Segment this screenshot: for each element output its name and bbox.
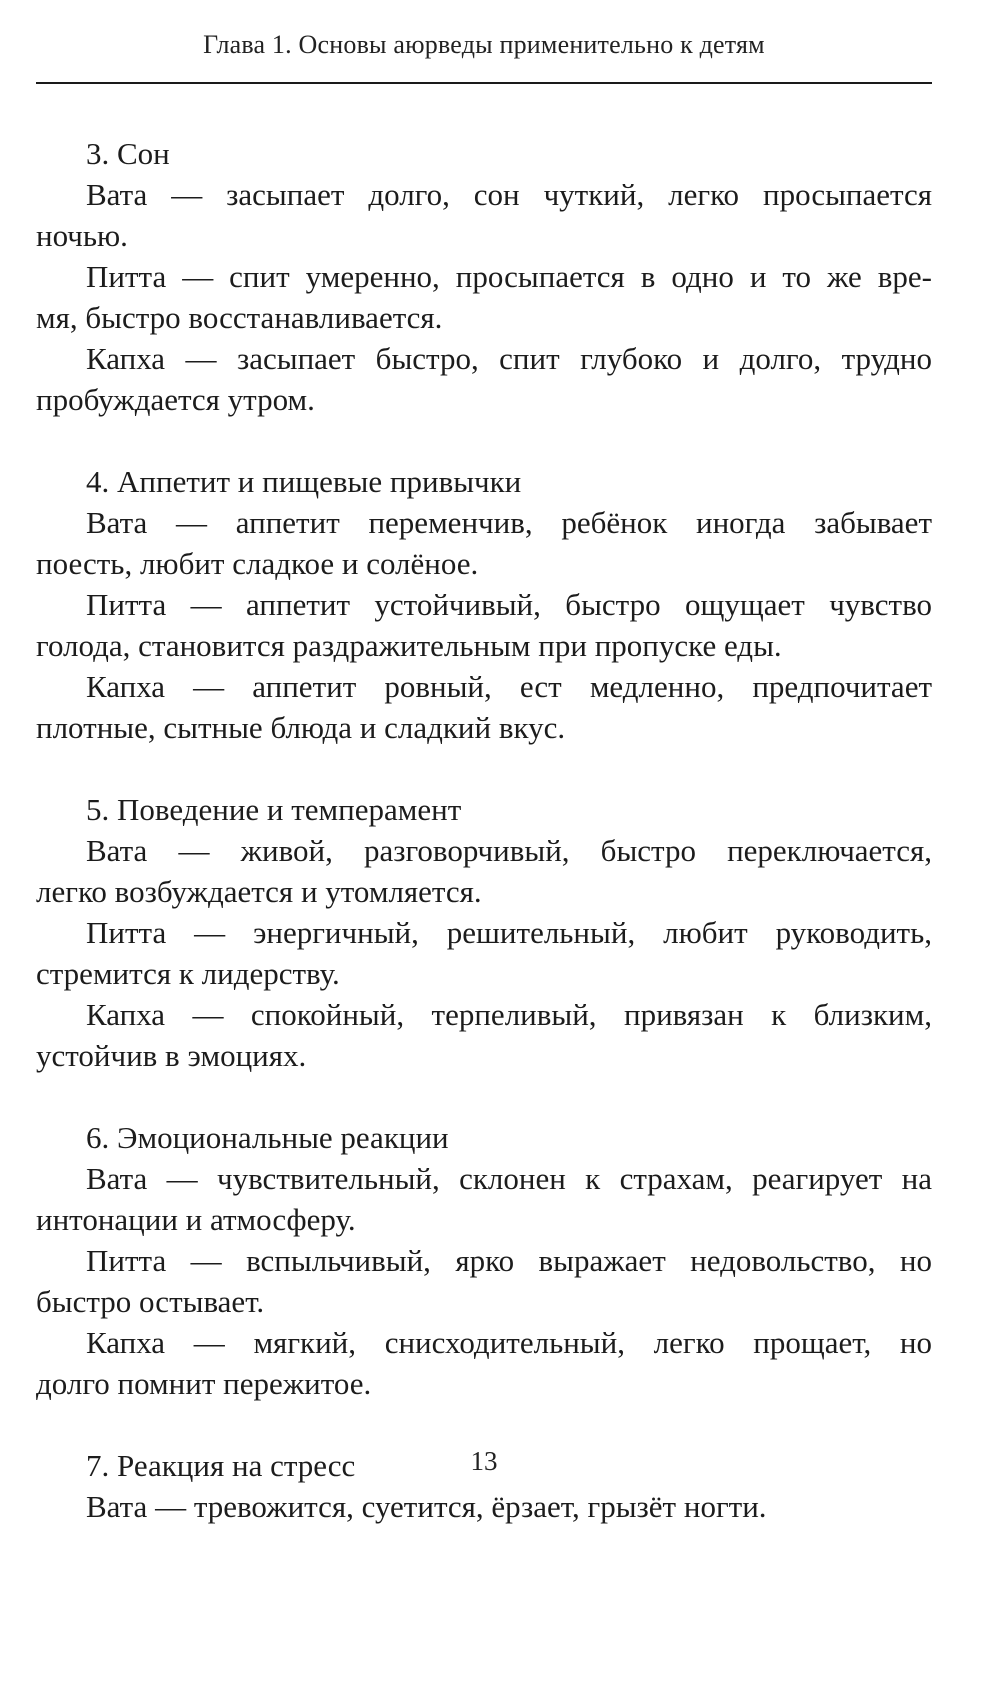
paragraph-line: устойчив в эмоциях.	[36, 1038, 307, 1073]
paragraph-line: мя, быстро восстанавливается.	[36, 300, 443, 335]
paragraph-vata	[36, 502, 932, 584]
paragraph-line: Вата — чувствительный, склонен к страхам, реагирует на	[86, 1161, 932, 1196]
paragraph-line: поесть, любит сладкое и солёное.	[36, 546, 479, 581]
paragraph-kapha	[36, 338, 932, 420]
paragraph-kapha	[36, 666, 932, 748]
paragraph-line: Капха — мягкий, снисходительный, легко прощает, но	[86, 1325, 932, 1360]
section-heading: 6. Эмоциональные реакции	[86, 1120, 449, 1155]
section-heading: 4. Аппетит и пищевые привычки	[86, 464, 522, 499]
paragraph-line: Питта — вспыльчивый, ярко выражает недовольство, но	[86, 1243, 932, 1278]
paragraph-line: Капха — спокойный, терпеливый, привязан к близким,	[86, 997, 932, 1032]
paragraph-line: голода, становится раздражительным при пропуске еды.	[36, 628, 782, 663]
section-emotions	[36, 1117, 932, 1404]
paragraph-line: Капха — засыпает быстро, спит глубоко и долго, трудно	[86, 341, 932, 376]
paragraph-vata	[36, 830, 932, 912]
paragraph-line: Вата — живой, разговорчивый, быстро переключается,	[86, 833, 932, 868]
paragraph-line: долго помнит пережитое.	[36, 1366, 372, 1401]
section-heading: 5. Поведение и темперамент	[86, 792, 462, 827]
paragraph-line: Вата — тревожится, суетится, ёрзает, грызёт ногти.	[86, 1489, 767, 1524]
paragraph-line: интонации и атмосферу.	[36, 1202, 356, 1237]
section-appetite	[36, 461, 932, 748]
paragraph-line: Вата — засыпает долго, сон чуткий, легко просыпается	[86, 177, 932, 212]
paragraph-line: пробуждается утром.	[36, 382, 315, 417]
running-header: Глава 1. Основы аюрведы применительно к детям	[203, 30, 765, 59]
paragraph-line: Питта — аппетит устойчивый, быстро ощущает чувство	[86, 587, 932, 622]
section-heading: 7. Реакция на стресс	[86, 1448, 356, 1483]
paragraph-vata	[36, 174, 932, 256]
paragraph-line: Питта — энергичный, решительный, любит руководить,	[86, 915, 932, 950]
paragraph-vata	[36, 1486, 932, 1527]
section-heading: 3. Сон	[86, 136, 170, 171]
paragraph-vata	[36, 1158, 932, 1240]
section-sleep	[36, 133, 932, 420]
paragraph-kapha	[36, 1322, 932, 1404]
paragraph-kapha	[36, 994, 932, 1076]
paragraph-pitta	[36, 256, 932, 338]
body-text	[36, 133, 932, 1568]
page-number: 13	[470, 1446, 498, 1476]
paragraph-pitta	[36, 584, 932, 666]
paragraph-line: быстро остывает.	[36, 1284, 265, 1319]
paragraph-line: плотные, сытные блюда и сладкий вкус.	[36, 710, 566, 745]
paragraph-pitta	[36, 912, 932, 994]
paragraph-line: Вата — аппетит переменчив, ребёнок иногда забывает	[86, 505, 932, 540]
paragraph-line: Питта — спит умеренно, просыпается в одно и то же вре-	[86, 259, 932, 294]
paragraph-line: легко возбуждается и утомляется.	[36, 874, 482, 909]
paragraph-line: стремится к лидерству.	[36, 956, 340, 991]
section-behavior	[36, 789, 932, 1076]
header-rule	[36, 82, 932, 84]
paragraph-pitta	[36, 1240, 932, 1322]
paragraph-line: Капха — аппетит ровный, ест медленно, предпочитает	[86, 669, 932, 704]
paragraph-line: ночью.	[36, 218, 128, 253]
